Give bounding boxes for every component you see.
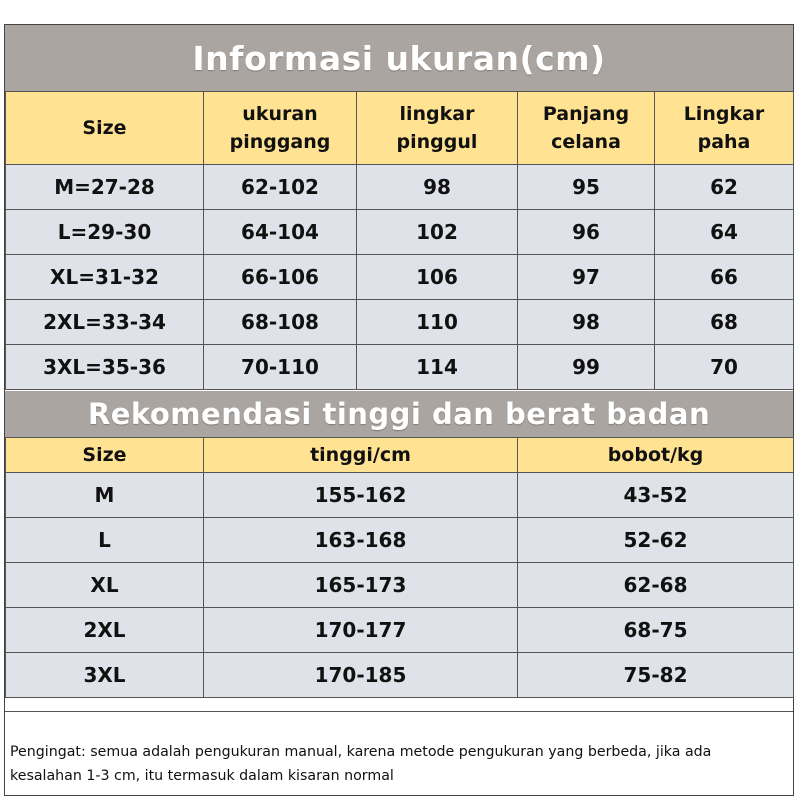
cell-size: 2XL=33-34 (6, 300, 204, 345)
cell-hip: 102 (357, 210, 518, 255)
cell-height: 163-168 (204, 518, 518, 563)
table-row (6, 300, 794, 345)
cell-hip: 110 (357, 300, 518, 345)
cell-height: 170-185 (204, 653, 518, 698)
recommendation-title: Rekomendasi tinggi dan berat badan (5, 391, 793, 437)
cell-hip: 106 (357, 255, 518, 300)
table-row (6, 518, 794, 563)
header-thigh: Lingkar paha (655, 92, 794, 165)
table-row (6, 563, 794, 608)
cell-size: XL (6, 563, 204, 608)
cell-weight: 62-68 (518, 563, 794, 608)
cell-waist: 66-106 (204, 255, 357, 300)
header-length: Panjang celana (518, 92, 655, 165)
table-row (6, 653, 794, 698)
cell-thigh: 62 (655, 165, 794, 210)
cell-height: 170-177 (204, 608, 518, 653)
table-row (6, 255, 794, 300)
cell-thigh: 66 (655, 255, 794, 300)
cell-size: L (6, 518, 204, 563)
cell-thigh: 68 (655, 300, 794, 345)
table-row (6, 608, 794, 653)
cell-weight: 68-75 (518, 608, 794, 653)
cell-length: 96 (518, 210, 655, 255)
cell-waist: 70-110 (204, 345, 357, 390)
cell-height: 155-162 (204, 473, 518, 518)
cell-weight: 75-82 (518, 653, 794, 698)
cell-weight: 52-62 (518, 518, 794, 563)
cell-size: M=27-28 (6, 165, 204, 210)
recommendation-table (5, 437, 794, 698)
cell-height: 165-173 (204, 563, 518, 608)
header-weight: bobot/kg (518, 438, 794, 473)
table-row (6, 345, 794, 390)
cell-hip: 114 (357, 345, 518, 390)
header-size: Size (6, 92, 204, 165)
cell-size: M (6, 473, 204, 518)
cell-size: 2XL (6, 608, 204, 653)
header-size: Size (6, 438, 204, 473)
cell-length: 95 (518, 165, 655, 210)
cell-weight: 43-52 (518, 473, 794, 518)
header-waist: ukuran pinggang (204, 92, 357, 165)
header-height: tinggi/cm (204, 438, 518, 473)
cell-length: 98 (518, 300, 655, 345)
size-info-title: Informasi ukuran(cm) (5, 25, 793, 91)
header-hip: lingkar pinggul (357, 92, 518, 165)
cell-thigh: 64 (655, 210, 794, 255)
cell-thigh: 70 (655, 345, 794, 390)
table-row (6, 210, 794, 255)
recommendation-header-row (6, 438, 794, 473)
cell-waist: 68-108 (204, 300, 357, 345)
size-info-table (5, 91, 794, 390)
cell-length: 99 (518, 345, 655, 390)
cell-waist: 62-102 (204, 165, 357, 210)
cell-size: 3XL (6, 653, 204, 698)
measurement-note: Pengingat: semua adalah pengukuran manual, karena metode pengukuran yang berbeda, jika ada kesalahan 1-3 cm, itu termasuk dalam kisaran normal (5, 711, 793, 795)
cell-waist: 64-104 (204, 210, 357, 255)
cell-size: L=29-30 (6, 210, 204, 255)
cell-length: 97 (518, 255, 655, 300)
size-info-header-row (6, 92, 794, 165)
cell-size: XL=31-32 (6, 255, 204, 300)
cell-hip: 98 (357, 165, 518, 210)
size-chart (4, 24, 794, 796)
cell-size: 3XL=35-36 (6, 345, 204, 390)
table-row (6, 473, 794, 518)
table-row (6, 165, 794, 210)
